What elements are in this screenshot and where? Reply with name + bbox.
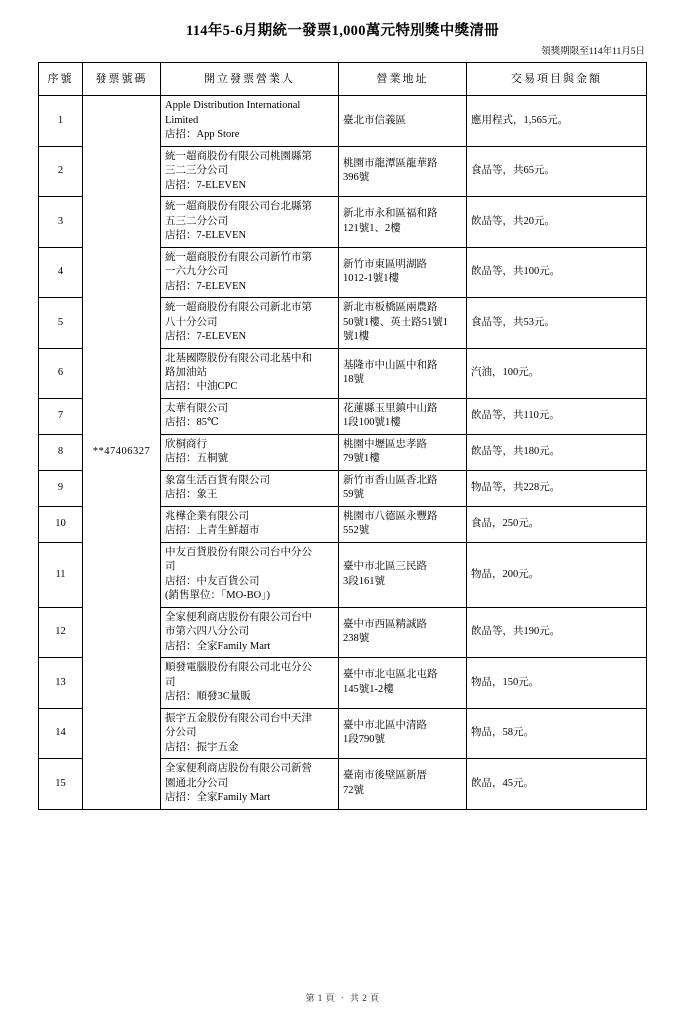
- cell-business-line: 園通北分公司: [165, 777, 228, 789]
- cell-address: [339, 708, 467, 758]
- cell-address: [339, 434, 467, 470]
- cell-address-line: 桃園中壢區忠孝路: [343, 438, 427, 450]
- cell-address-line: 3段161號: [343, 575, 385, 587]
- cell-address: [339, 247, 467, 297]
- cell-item-amount-line: 食品等，共53元。: [471, 316, 555, 328]
- cell-address-line: 桃園市八德區永豐路: [343, 510, 438, 522]
- cell-seq: 13: [39, 658, 83, 708]
- cell-item-amount-line: 物品，58元。: [471, 727, 534, 739]
- cell-item-amount: [467, 542, 647, 607]
- cell-business-line: 店招：五桐號: [165, 453, 228, 465]
- cell-address-line: 臺南市後壁區新厝: [343, 770, 427, 782]
- cell-business-line: 路加油站: [165, 366, 207, 378]
- cell-seq: 15: [39, 759, 83, 809]
- cell-business-line: 全家便利商店股份有限公司台中: [165, 611, 312, 623]
- cell-business: [161, 298, 339, 348]
- cell-address: [339, 658, 467, 708]
- cell-address-line: 臺中市北屯區北屯路: [343, 669, 438, 681]
- page-footer: 第 1 頁 ‧ 共 2 頁: [305, 993, 380, 1003]
- cell-address-line: 1012-1號1樓: [343, 273, 399, 285]
- cell-item-amount: [467, 470, 647, 506]
- cell-item-amount: [467, 398, 647, 434]
- cell-seq: 8: [39, 434, 83, 470]
- cell-item-amount-line: 食品，250元。: [471, 518, 540, 530]
- claim-deadline-note: 領獎期限至114年11月5日: [541, 46, 645, 57]
- cell-address-line: 號1樓: [343, 331, 370, 343]
- cell-item-amount: [467, 759, 647, 809]
- cell-business-line: 店招：振宇五金: [165, 741, 239, 753]
- cell-seq: 6: [39, 348, 83, 398]
- cell-business: [161, 708, 339, 758]
- cell-address-line: 59號: [343, 489, 364, 501]
- cell-seq: 5: [39, 298, 83, 348]
- cell-business-line: 店招：全家Family Mart: [165, 640, 271, 652]
- cell-seq: 11: [39, 542, 83, 607]
- cell-business: [161, 506, 339, 542]
- cell-business-line: (銷售單位：「MO-BO」): [165, 590, 270, 602]
- cell-item-amount-line: 飲品等，共20元。: [471, 215, 555, 227]
- page-title: 114年5-6月期統一發票1,000萬元特別獎中獎清冊: [185, 23, 499, 39]
- cell-address: [339, 398, 467, 434]
- cell-seq: 14: [39, 708, 83, 758]
- cell-business-line: 店招：中友百貨公司: [165, 575, 260, 587]
- cell-business-line: 一六九分公司: [165, 266, 228, 278]
- cell-seq: 7: [39, 398, 83, 434]
- cell-address-line: 1段100號1樓: [343, 417, 401, 429]
- cell-item-amount: [467, 298, 647, 348]
- cell-item-amount-line: 食品等，共65元。: [471, 165, 555, 177]
- cell-business-line: 象富生活百貨有限公司: [165, 474, 270, 486]
- cell-item-amount-line: 飲品等，共110元。: [471, 410, 560, 422]
- cell-item-amount: [467, 348, 647, 398]
- cell-address-line: 18號: [343, 374, 364, 386]
- cell-seq: 12: [39, 607, 83, 657]
- cell-business-line: 店招：7-ELEVEN: [165, 230, 247, 242]
- cell-address-line: 臺中市西區精誠路: [343, 619, 427, 630]
- cell-business: [161, 348, 339, 398]
- cell-address: [339, 759, 467, 809]
- column-header-business: 開立發票營業人: [161, 63, 339, 96]
- cell-business: [161, 197, 339, 247]
- cell-item-amount-line: 物品，150元。: [471, 676, 540, 688]
- cell-address: [339, 470, 467, 506]
- cell-business-line: 店招：85℃: [165, 417, 219, 429]
- cell-item-amount: [467, 146, 647, 196]
- cell-business-line: Limited: [165, 114, 199, 126]
- cell-address-line: 花蓮縣玉里鎮中山路: [343, 402, 438, 414]
- cell-item-amount: [467, 197, 647, 247]
- cell-business-line: 店招：7-ELEVEN: [165, 179, 247, 191]
- cell-business-line: 店招：中油CPC: [165, 381, 238, 393]
- cell-business-line: 分公司: [165, 727, 197, 739]
- column-header-item-amount: 交易項目與金額: [467, 63, 647, 96]
- cell-address-line: 新北市板橋區兩農路: [343, 302, 438, 314]
- cell-address-line: 50號1樓、英士路51號1: [343, 316, 448, 328]
- cell-address-line: 新北市永和區福和路: [343, 208, 438, 220]
- column-header-seq: 序號: [39, 63, 83, 96]
- cell-seq: 9: [39, 470, 83, 506]
- cell-business-line: 北基國際股份有限公司北基中和: [165, 352, 312, 364]
- cell-address-line: 145號1-2樓: [343, 683, 394, 695]
- cell-business-line: 統一超商股份有限公司桃園縣第: [165, 150, 312, 162]
- cell-business-line: 店招：7-ELEVEN: [165, 280, 247, 292]
- cell-address-line: 桃園市龍潭區龍華路: [343, 157, 438, 169]
- cell-item-amount: [467, 658, 647, 708]
- cell-address: [339, 607, 467, 657]
- cell-item-amount-line: 汽油，100元。: [471, 366, 540, 378]
- cell-item-amount: [467, 96, 647, 146]
- cell-item-amount: [467, 434, 647, 470]
- cell-invoice-number: **47406327: [83, 96, 161, 809]
- cell-address-line: 臺北市信義區: [343, 114, 406, 126]
- cell-seq: 4: [39, 247, 83, 297]
- cell-business: [161, 247, 339, 297]
- cell-seq: 2: [39, 146, 83, 196]
- cell-item-amount-line: 物品，200元。: [471, 568, 540, 580]
- cell-item-amount-line: 飲品等，共100元。: [471, 266, 561, 278]
- cell-item-amount: [467, 607, 647, 657]
- cell-business-line: 統一超商股份有限公司新北市第: [165, 302, 312, 314]
- cell-address-line: 新竹市香山區香北路: [343, 474, 438, 486]
- cell-business-line: 店招：App Store: [165, 129, 240, 141]
- cell-business-line: 市第六四八分公司: [165, 626, 249, 638]
- column-header-address: 營業地址: [339, 63, 467, 96]
- cell-address-line: 新竹市東區明湖路: [343, 258, 427, 270]
- cell-item-amount-line: 應用程式，1,565元。: [471, 114, 569, 126]
- cell-business-line: 店招：順發3C量販: [165, 691, 251, 703]
- cell-business-line: 三二三分公司: [165, 165, 228, 177]
- cell-business-line: 太華有限公司: [165, 402, 228, 414]
- cell-business: [161, 470, 339, 506]
- cell-business-line: 振宇五金股份有限公司台中天津: [165, 712, 312, 724]
- cell-item-amount-line: 物品等，共228元。: [471, 482, 561, 494]
- cell-business: [161, 146, 339, 196]
- cell-business: [161, 658, 339, 708]
- cell-business: [161, 434, 339, 470]
- cell-seq: 1: [39, 96, 83, 146]
- cell-business-line: 店招：全家Family Mart: [165, 792, 271, 804]
- cell-address-line: 1段790號: [343, 734, 385, 746]
- cell-business-line: 統一超商股份有限公司新竹市第: [165, 251, 312, 263]
- cell-business-line: 統一超商股份有限公司台北縣第: [165, 201, 312, 213]
- cell-item-amount: [467, 506, 647, 542]
- cell-business-line: 司: [165, 676, 176, 688]
- cell-address-line: 79號1樓: [343, 453, 380, 465]
- cell-business: [161, 96, 339, 146]
- cell-address-line: 396號: [343, 172, 370, 184]
- cell-address-line: 552號: [343, 525, 370, 537]
- cell-address-line: 臺中市北區三民路: [343, 561, 427, 573]
- cell-item-amount-line: 飲品等，共190元。: [471, 626, 561, 638]
- cell-address-line: 72號: [343, 784, 364, 796]
- cell-address: [339, 197, 467, 247]
- column-header-invoice-number: 發票號碼: [83, 63, 161, 96]
- cell-business: [161, 398, 339, 434]
- cell-business-line: 八十分公司: [165, 316, 218, 328]
- prize-winners-table: [38, 62, 647, 809]
- cell-business-line: 順發電腦股份有限公司北屯分公: [165, 662, 312, 674]
- cell-business-line: 兆樺企業有限公司: [165, 510, 249, 522]
- cell-item-amount: [467, 247, 647, 297]
- cell-address: [339, 542, 467, 607]
- cell-business-line: Apple Distribution International: [165, 100, 301, 112]
- cell-item-amount: [467, 708, 647, 758]
- cell-seq: 3: [39, 197, 83, 247]
- cell-address: [339, 506, 467, 542]
- cell-business-line: 五三二分公司: [165, 215, 228, 227]
- cell-item-amount-line: 飲品等，共180元。: [471, 446, 561, 458]
- table-row: [39, 96, 647, 146]
- cell-business: [161, 542, 339, 607]
- cell-business-line: 店招：7-ELEVEN: [165, 331, 247, 343]
- table-header-row: [39, 63, 647, 96]
- cell-business-line: 欣桐商行: [165, 438, 207, 450]
- cell-business: [161, 607, 339, 657]
- cell-address: [339, 298, 467, 348]
- cell-item-amount-line: 飲品，45元。: [471, 777, 534, 789]
- cell-address: [339, 146, 467, 196]
- cell-business: [161, 759, 339, 809]
- cell-business-line: 司: [165, 561, 176, 573]
- cell-address: [339, 348, 467, 398]
- cell-seq: 10: [39, 506, 83, 542]
- cell-address-line: 臺中市北區中清路: [343, 719, 427, 731]
- cell-address-line: 238號: [343, 633, 370, 645]
- cell-address-line: 基隆市中山區中和路: [343, 359, 438, 371]
- cell-address: [339, 96, 467, 146]
- cell-business-line: 中友百貨股份有限公司台中分公: [165, 546, 312, 558]
- cell-business-line: 店招：象王: [165, 489, 218, 501]
- cell-address-line: 121號1、2樓: [343, 222, 401, 234]
- cell-business-line: 店招：上青生鮮超市: [165, 525, 260, 537]
- cell-business-line: 全家便利商店股份有限公司新營: [165, 763, 312, 775]
